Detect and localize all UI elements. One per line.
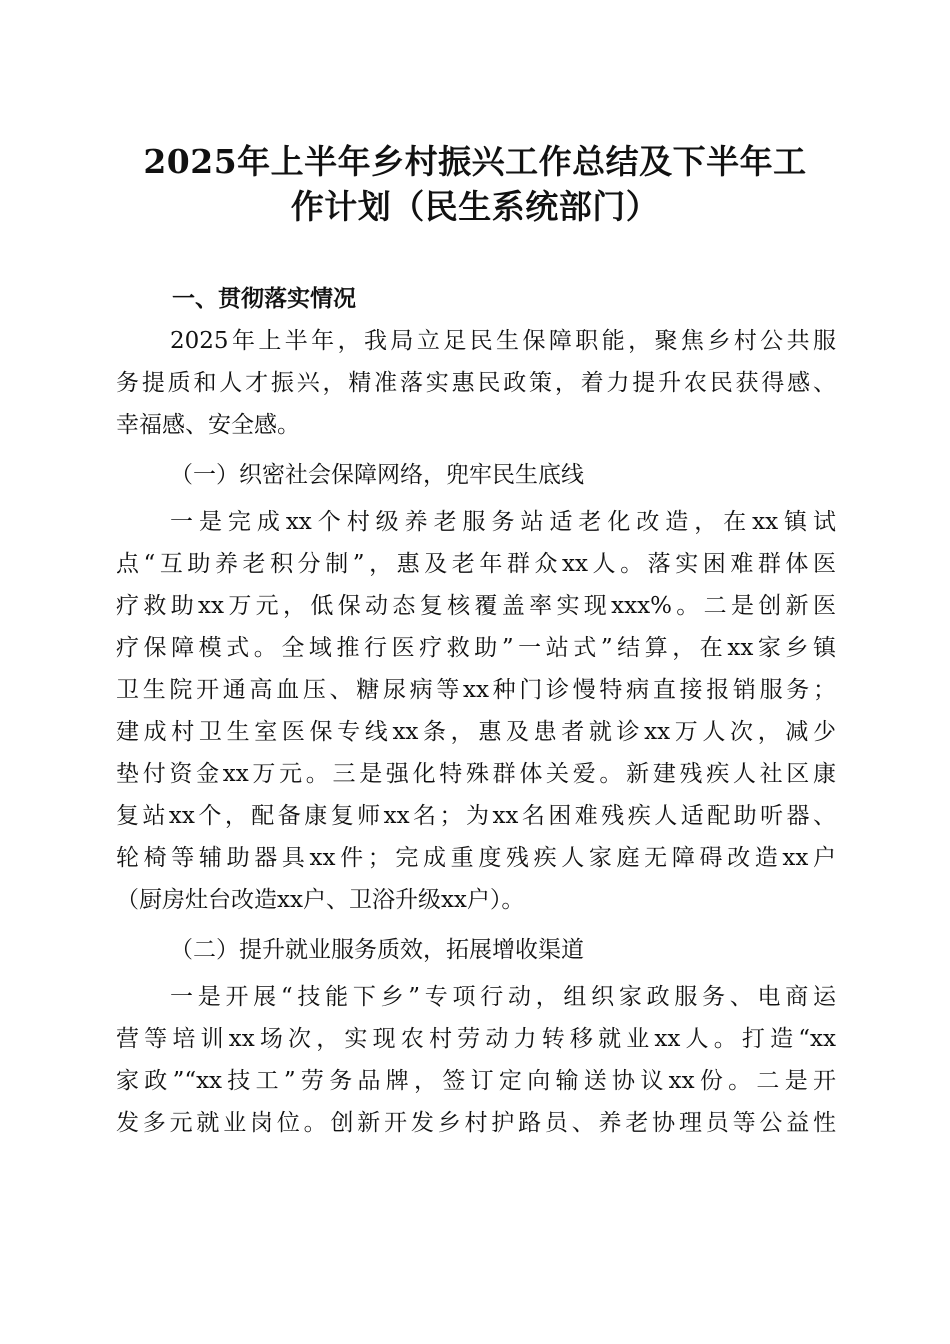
social-security-line-4: 疗保障模式。全域推行医疗救助”一站式”结算，在xx家乡镇 [116,635,836,661]
document-title-line-1: 2025年上半年乡村振兴工作总结及下半年工 [143,142,807,181]
social-security-line-2: 点“互助养老积分制”，惠及老年群众xx人。落实困难群体医 [116,551,836,577]
social-security-line-9: 轮椅等辅助器具xx件；完成重度残疾人家庭无障碍改造xx户 [116,845,836,871]
social-security-line-3: 疗救助xx万元，低保动态复核覆盖率实现xxx%。二是创新医 [116,593,836,619]
subsection-heading-social-security: （一）织密社会保障网络，兜牢民生底线 [170,462,584,488]
social-security-line-1: 一是完成xx个村级养老服务站适老化改造，在xx镇试 [170,509,836,535]
employment-line-1: 一是开展“技能下乡”专项行动，组织家政服务、电商运 [170,984,836,1010]
social-security-line-8: 复站xx个，配备康复师xx名；为xx名困难残疾人适配助听器、 [116,803,836,829]
employment-line-3: 家政”“xx技工”劳务品牌，签订定向输送协议xx份。二是开 [116,1068,836,1094]
intro-line-1: 2025年上半年，我局立足民生保障职能，聚焦乡村公共服 [170,328,836,354]
employment-line-2: 营等培训xx场次，实现农村劳动力转移就业xx人。打造“xx [116,1026,836,1052]
employment-line-4: 发多元就业岗位。创新开发乡村护路员、养老协理员等公益性 [116,1110,836,1136]
document-title-line-2: 作计划（民生系统部门） [290,187,660,226]
social-security-line-10: （厨房灶台改造xx户、卫浴升级xx户）。 [116,887,525,913]
subsection-heading-employment: （二）提升就业服务质效，拓展增收渠道 [170,937,584,963]
section-heading-implementation: 一、贯彻落实情况 [172,286,356,312]
intro-line-2: 务提质和人才振兴，精准落实惠民政策，着力提升农民获得感、 [116,370,836,396]
social-security-line-5: 卫生院开通高血压、糖尿病等xx种门诊慢特病直接报销服务； [116,677,836,703]
social-security-line-7: 垫付资金xx万元。三是强化特殊群体关爱。新建残疾人社区康 [116,761,836,787]
social-security-line-6: 建成村卫生室医保专线xx条，惠及患者就诊xx万人次，减少 [116,719,836,745]
intro-line-3: 幸福感、安全感。 [116,412,300,438]
